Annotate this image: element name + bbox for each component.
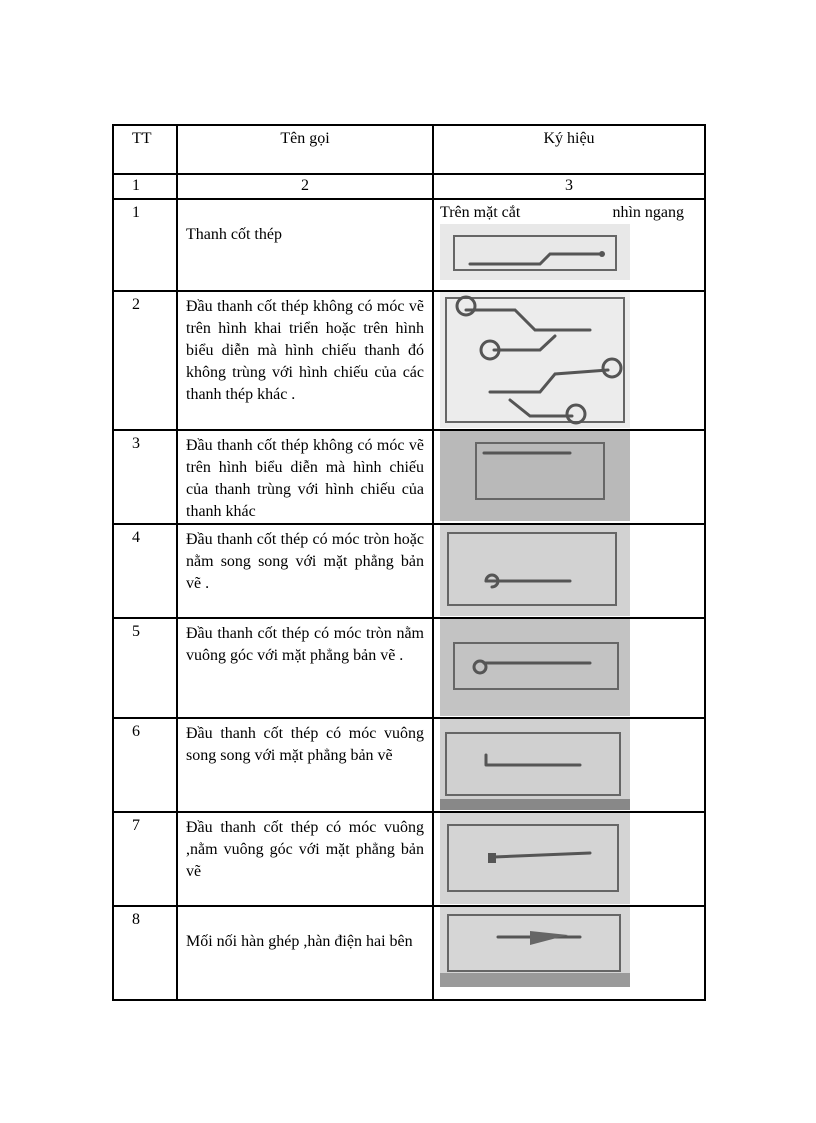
row-symbol (433, 524, 705, 618)
row-name: Đầu thanh cốt thép không có móc vẽ trên hình khai triển hoặc trên hình biểu diễn mà hình chiếu thanh đó không trùng với hình chiếu của các thanh thép khác . (177, 291, 433, 430)
row-symbol (433, 291, 705, 430)
table-row (113, 524, 705, 618)
row-symbol (433, 718, 705, 812)
overlapping-rebar-drawing (440, 431, 630, 521)
row-symbol (433, 618, 705, 718)
row-tt: 5 (113, 618, 177, 718)
row-name: Đầu thanh cốt thép có móc vuông ,nằm vuông góc với mặt phẳng bản vẽ (177, 812, 433, 906)
col-number-3: 3 (433, 174, 705, 199)
row-name: Đầu thanh cốt thép không có móc vẽ trên hình biểu diễn mà hình chiếu của thanh trùng với hình chiếu của thanh khác (177, 430, 433, 524)
rebar-ends-no-hook-drawing (440, 292, 630, 428)
table-row (113, 718, 705, 812)
column-number-row (113, 174, 705, 199)
row-symbol (433, 430, 705, 524)
row-symbol (433, 812, 705, 906)
row-name: Đầu thanh cốt thép có móc vuông song song với mặt phẳng bản vẽ (177, 718, 433, 812)
row-tt: 1 (113, 199, 177, 291)
row-tt: 2 (113, 291, 177, 430)
table-row (113, 906, 705, 1000)
row-tt: 8 (113, 906, 177, 1000)
straight-rebar-drawing (440, 224, 630, 280)
table-row (113, 618, 705, 718)
symbol-subheads (440, 202, 704, 224)
side-view-subhead: nhìn ngang (612, 204, 684, 221)
rebar-symbol-table (112, 124, 706, 1001)
row-tt: 7 (113, 812, 177, 906)
table-row (113, 812, 705, 906)
header-tt: TT (113, 125, 177, 174)
row-symbol (433, 199, 705, 291)
row-tt: 4 (113, 524, 177, 618)
round-hook-parallel-drawing (440, 525, 630, 616)
square-hook-perpendicular-drawing (440, 813, 630, 904)
row-tt: 3 (113, 430, 177, 524)
row-name: Thanh cốt thép (177, 199, 433, 291)
table-row (113, 199, 705, 291)
row-tt: 6 (113, 718, 177, 812)
square-hook-parallel-drawing (440, 719, 630, 810)
row-name: Đầu thanh cốt thép có móc tròn nằm vuông góc với mặt phẳng bản vẽ . (177, 618, 433, 718)
header-row (113, 125, 705, 174)
weld-joint-drawing (440, 907, 630, 987)
round-hook-perpendicular-drawing (440, 619, 630, 716)
table-row (113, 430, 705, 524)
row-name: Mối nối hàn ghép ,hàn điện hai bên (177, 906, 433, 1000)
table-row (113, 291, 705, 430)
row-name: Đầu thanh cốt thép có móc tròn hoặc nằm song song với mặt phẳng bản vẽ . (177, 524, 433, 618)
header-symbol: Ký hiệu (433, 125, 705, 174)
row-symbol (433, 906, 705, 1000)
section-subhead: Trên mặt cắt (440, 204, 521, 221)
header-name: Tên gọi (177, 125, 433, 174)
col-number-2: 2 (177, 174, 433, 199)
col-number-1: 1 (113, 174, 177, 199)
